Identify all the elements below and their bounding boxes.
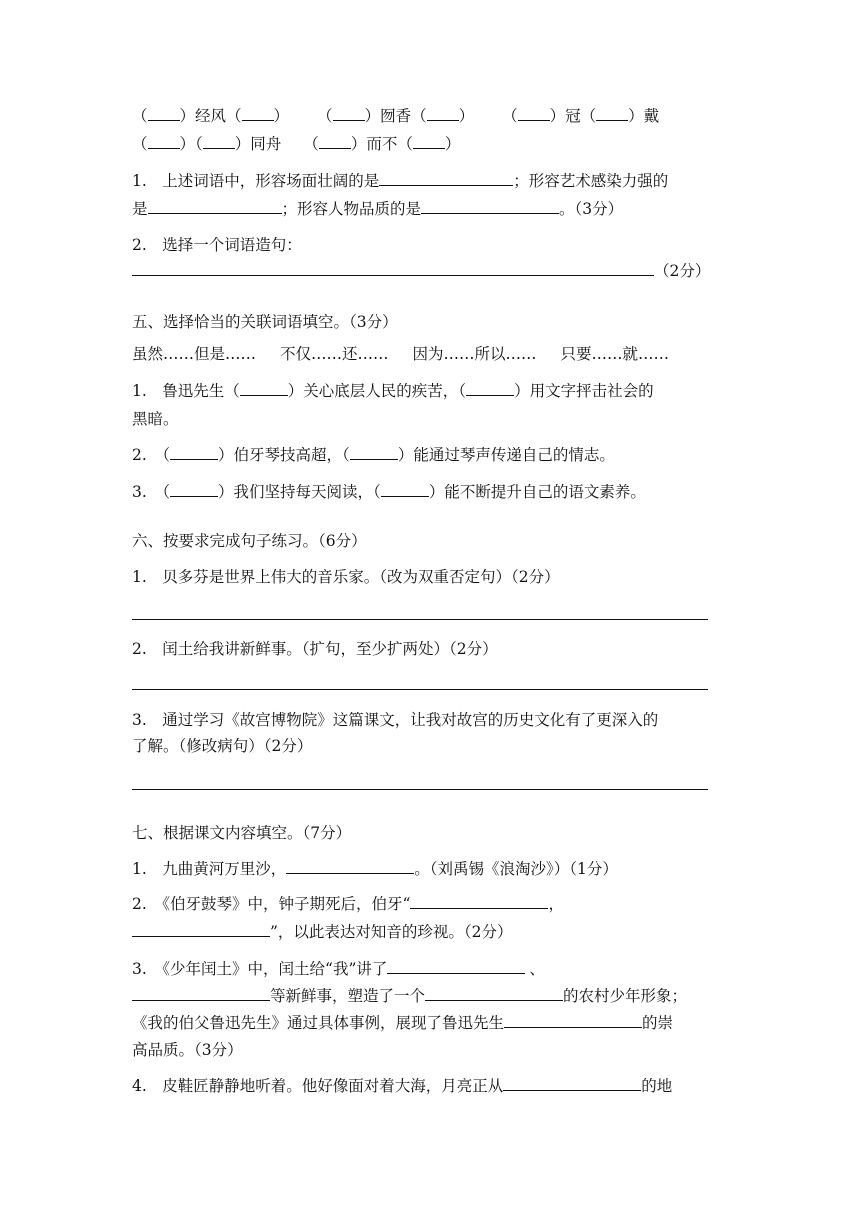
idiom-blank[interactable] (427, 105, 459, 121)
idiom-text: ） (458, 107, 475, 125)
question-text: ）关心底层人民的疾苦，（ (287, 382, 467, 400)
idiom-text: （ (303, 135, 319, 153)
question-text: 、 (529, 960, 545, 978)
idiom-blank[interactable] (596, 105, 628, 121)
question-text: ”，以此表达对知音的珍视。（2分） (270, 923, 513, 941)
question-text: 1. 九曲黄河万里沙， (132, 860, 287, 878)
idiom-text: ）囫香（ (364, 107, 427, 125)
question-text: 2. 《伯牙鼓琴》中，钟子期死后，伯牙“ (132, 895, 411, 913)
option-text: 只要……就…… (560, 345, 670, 363)
q6-3-line-2 (132, 735, 312, 757)
idiom-text: （ (317, 107, 333, 125)
question-text: 1. 鲁迅先生（ (132, 382, 240, 400)
question-text: 的崇 (642, 1014, 674, 1032)
section-title: 六、按要求完成句子练习。（6分） (132, 532, 367, 550)
q6-2-line (132, 638, 498, 660)
section-7-title (132, 822, 351, 844)
section-6-title (132, 530, 367, 552)
q7-4-line-1 (132, 1075, 672, 1097)
idiom-blank[interactable] (518, 105, 550, 121)
idiom-blank[interactable] (413, 133, 445, 149)
idiom-text: ）戴 (628, 107, 660, 125)
answer-blank[interactable] (387, 958, 525, 974)
answer-blank[interactable] (170, 444, 218, 460)
question-text: 的地 (641, 1077, 673, 1095)
question-text: 2. 闰土给我讲新鲜事。（扩句，至少扩两处）（2分） (132, 640, 498, 658)
question-text: 等新鲜事，塑造了一个 (270, 987, 426, 1005)
answer-blank[interactable] (170, 481, 218, 497)
q7-1-line (132, 858, 618, 880)
question-text: 3. 《少年闰土》中，闰土给“我”讲了 (132, 960, 388, 978)
answer-blank[interactable] (132, 921, 270, 937)
idiom-text: （ (502, 107, 518, 125)
question-text: ）能不断提升自己的语文素养。 (428, 483, 646, 501)
question-text: 1. 贝多芬是世界上伟大的音乐家。（改为双重否定句）（2分） (132, 568, 560, 586)
question-text: 高品质。（3分） (132, 1041, 243, 1059)
idiom-row-1 (132, 105, 659, 127)
question-text: ， (548, 895, 564, 913)
score-text: （2分） (654, 262, 711, 280)
answer-blank[interactable] (425, 985, 563, 1001)
section-title: 七、根据课文内容填空。（7分） (132, 824, 352, 842)
idiom-blank[interactable] (319, 133, 351, 149)
q7-3-line-1 (132, 958, 545, 980)
idiom-text: ） (444, 135, 461, 153)
idiom-blank[interactable] (148, 133, 180, 149)
question-text: ）伯牙琴技高超，（ (218, 446, 350, 464)
question-text: 《我的伯父鲁迅先生》通过具体事例，展现了鲁迅先生 (132, 1014, 505, 1032)
q4-2-answer-line (132, 260, 710, 282)
answer-line[interactable] (132, 789, 708, 790)
question-text: 是 (132, 200, 148, 218)
q5-3-line (132, 481, 646, 503)
answer-blank[interactable] (503, 1075, 641, 1091)
conjunction-options (132, 343, 669, 365)
q4-2-line (132, 234, 302, 256)
question-text: 4. 皮鞋匠静静地听着。他好像面对着大海，月亮正从 (132, 1077, 504, 1095)
option-text: 不仅……还…… (280, 345, 389, 363)
answer-blank[interactable] (381, 481, 429, 497)
q7-2-line-1 (132, 893, 564, 915)
question-text: 。（刘禹锡《浪淘沙》）（1分） (414, 860, 618, 878)
question-text: 。（3分） (559, 200, 624, 218)
section-title: 五、选择恰当的关联词语填空。（3分） (132, 313, 398, 331)
answer-blank[interactable] (350, 444, 398, 460)
question-text: ）用文字抨击社会的 (514, 382, 654, 400)
question-text: 3. 通过学习《故宫博物院》这篇课文，让我对故宫的历史文化有了更深入的 (132, 711, 659, 729)
question-text: 1. 上述词语中，形容场面壮阔的是 (132, 172, 380, 190)
answer-blank[interactable] (286, 858, 414, 874)
answer-line[interactable] (132, 260, 654, 276)
idiom-blank[interactable] (333, 105, 365, 121)
answer-blank[interactable] (240, 380, 288, 396)
question-text: ；形容艺术感染力强的 (513, 172, 669, 190)
q6-3-line-1 (132, 709, 658, 731)
answer-blank[interactable] (421, 198, 559, 214)
idiom-text: ） (273, 107, 290, 125)
q7-3-line-2 (132, 985, 687, 1007)
q7-3-line-4 (132, 1039, 243, 1061)
q5-1-line-2 (132, 408, 179, 430)
answer-blank[interactable] (379, 170, 513, 186)
question-text: 黑暗。 (132, 410, 179, 428)
question-text: 了解。（修改病句）（2分） (132, 737, 313, 755)
idiom-text: ）冠（ (549, 107, 597, 125)
answer-blank[interactable] (148, 198, 282, 214)
q4-1-line-2 (132, 198, 623, 220)
q6-1-line (132, 566, 560, 588)
answer-blank[interactable] (132, 985, 270, 1001)
q5-1-line-1 (132, 380, 654, 402)
section-5-title (132, 311, 398, 333)
answer-blank[interactable] (410, 893, 548, 909)
q7-3-line-3 (132, 1012, 673, 1034)
idiom-blank[interactable] (148, 105, 180, 121)
answer-blank[interactable] (466, 380, 514, 396)
question-text: ；形容人物品质的是 (281, 200, 422, 218)
idiom-text: ）经风（ (179, 107, 242, 125)
idiom-blank[interactable] (242, 105, 274, 121)
idiom-row-2 (132, 133, 460, 155)
q4-1-line-1 (132, 170, 668, 192)
question-text: 3. （ (132, 483, 171, 501)
answer-blank[interactable] (504, 1012, 642, 1028)
idiom-text: ）（ (179, 135, 203, 153)
answer-line[interactable] (132, 619, 708, 620)
question-text: ）我们坚持每天阅读，（ (218, 483, 381, 501)
idiom-text: ）而不（ (350, 135, 413, 153)
question-text: 2. （ (132, 446, 171, 464)
idiom-text: （ (132, 135, 148, 153)
q7-2-line-2 (132, 921, 513, 943)
question-text: ）能通过琴声传递自己的情志。 (397, 446, 615, 464)
option-text: 虽然……但是…… (132, 345, 257, 363)
question-text: 2. 选择一个词语造句： (132, 236, 302, 254)
answer-line[interactable] (132, 689, 708, 690)
option-text: 因为……所以…… (412, 345, 537, 363)
idiom-text: （ (132, 107, 148, 125)
idiom-blank[interactable] (203, 133, 235, 149)
q5-2-line (132, 444, 615, 466)
idiom-text: ）同舟 (234, 135, 282, 153)
question-text: 的农村少年形象； (563, 987, 688, 1005)
